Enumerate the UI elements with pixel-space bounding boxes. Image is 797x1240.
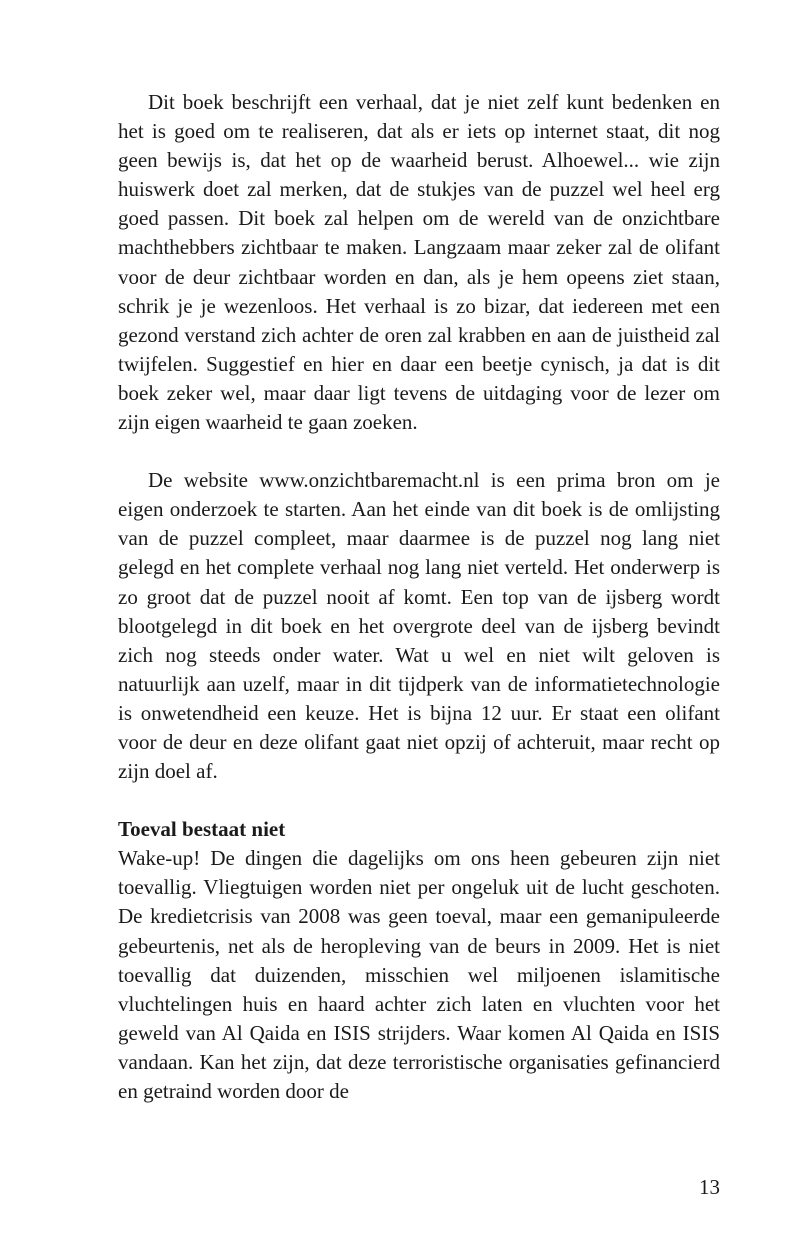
- section-body: Wake-up! De dingen die dagelijks om ons heen gebeuren zijn niet toevallig. Vliegtuigen worden niet per ongeluk uit de lucht geschoten. De kredietcrisis van 2008 was geen toeval, maar een gemanipuleerde gebeurtenis, net als de heropleving van de beurs in 2009. Het is niet toevallig dat duizenden, misschien wel miljoenen islamitische vluchtelingen huis en haard achter zich laten en vluchten voor het geweld van Al Qaida en ISIS strijders. Waar komen Al Qaida en ISIS vandaan. Kan het zijn, dat deze terroristische organisaties gefinancierd en getraind worden door de: [118, 846, 720, 1103]
- page-number: 13: [699, 1175, 720, 1199]
- section-heading: Toeval bestaat niet: [118, 817, 286, 842]
- page-body: [118, 88, 720, 1106]
- paragraph-intro: Dit boek beschrijft een verhaal, dat je niet zelf kunt bedenken en het is goed om te realiseren, dat als er iets op internet staat, dit nog geen bewijs is, dat het op de waarheid berust. Alhoewel... wie zijn huiswerk doet zal merken, dat de stukjes van de puzzel wel heel erg goed passen. Dit boek zal helpen om de wereld van de onzichtbare machthebbers zichtbaar te maken. Langzaam maar zeker zal de olifant voor de deur zichtbaar worden en dan, als je hem opeens ziet staan, schrik je je wezenloos. Het verhaal is zo bizar, dat iedereen met een gezond verstand zich achter de oren zal krabben en aan de juistheid zal twijfelen. Suggestief en hier en daar een beetje cynisch, ja dat is dit boek zeker wel, maar daar ligt tevens de uitdaging voor de lezer om zijn eigen waarheid te gaan zoeken.: [118, 90, 720, 435]
- paragraph-website: De website www.onzichtbaremacht.nl is een prima bron om je eigen onderzoek te starten. Aan het einde van dit boek is de omlijsting van de puzzel compleet, maar daarmee is de puzzel nog lang niet gelegd en het complete verhaal nog lang niet verteld. Het onderwerp is zo groot dat de puzzel nooit af komt. Een top van de ijsberg wordt blootgelegd in dit boek en het overgrote deel van de ijsberg bevindt zich nog steeds onder water. Wat u wel en niet wilt geloven is natuurlijk aan uzelf, maar in dit tijdperk van de informatietechnologie is onwetendheid een keuze. Het is bijna 12 uur. Er staat een olifant voor de deur en deze olifant gaat niet opzij of achteruit, maar recht op zijn doel af.: [118, 468, 720, 784]
